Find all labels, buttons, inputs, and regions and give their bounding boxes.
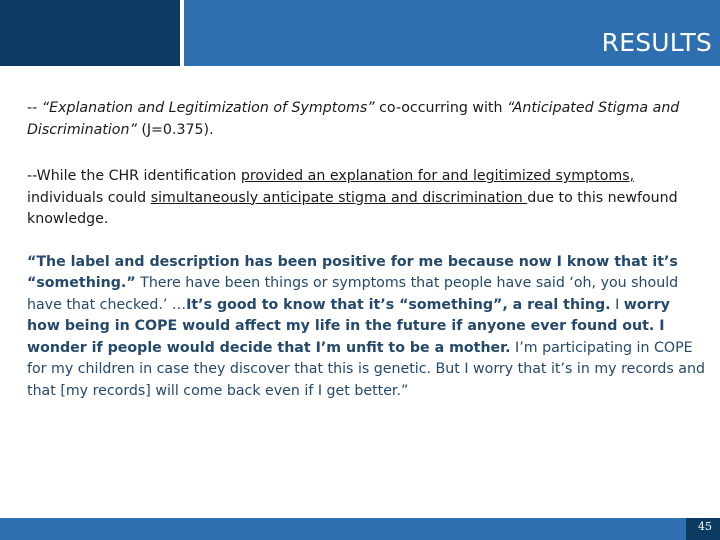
quote-normal-2: I bbox=[610, 296, 624, 313]
slide-content bbox=[27, 98, 707, 402]
interpretation-prefix: --While the CHR identification bbox=[27, 168, 241, 184]
underlined-explanation: provided an explanation for and legitimized symptoms, bbox=[240, 168, 635, 184]
quote-normal-3: I’m participating in COPE for my children in case they discover that this is genetic. But I worry that it’s in my records and that [my records] will come back even if I get better.” bbox=[27, 339, 705, 399]
theme-stigma: “Anticipated Stigma and Discrimination” bbox=[27, 100, 680, 138]
slide-title: RESULTS bbox=[601, 28, 712, 57]
interpretation-mid: individuals could bbox=[27, 189, 151, 206]
jaccard-value: (J=0.375). bbox=[136, 121, 214, 138]
quote-bold-1: “The label and description has been positive for me because now I know that it’s “something.” bbox=[27, 253, 678, 291]
finding-paragraph bbox=[27, 98, 707, 141]
participant-quote bbox=[27, 252, 707, 403]
quote-normal-1: There have been things or symptoms that people have said ‘oh, you should have that checked.’ … bbox=[27, 275, 679, 313]
footer-bar bbox=[0, 518, 720, 540]
theme-explanation: “Explanation and Legitimization of Symptoms” bbox=[41, 100, 375, 116]
quote-bold-3: worry how being in COPE would affect my life in the future if anyone ever found out. I wonder if people would decide that I’m unfit to be a mother. bbox=[27, 296, 670, 356]
interpretation-paragraph bbox=[27, 166, 707, 231]
underlined-stigma: simultaneously anticipate stigma and discrimination bbox=[150, 189, 528, 206]
page-number: 45 bbox=[698, 520, 712, 533]
finding-connector: co-occurring with bbox=[374, 100, 507, 116]
finding-prefix: -- bbox=[27, 100, 42, 116]
header-bar bbox=[0, 0, 720, 66]
quote-bold-2: It’s good to know that it’s “something”, a real thing. bbox=[186, 296, 611, 313]
header-dark-block bbox=[0, 0, 180, 66]
interpretation-suffix: due to this newfound knowledge. bbox=[27, 189, 678, 227]
